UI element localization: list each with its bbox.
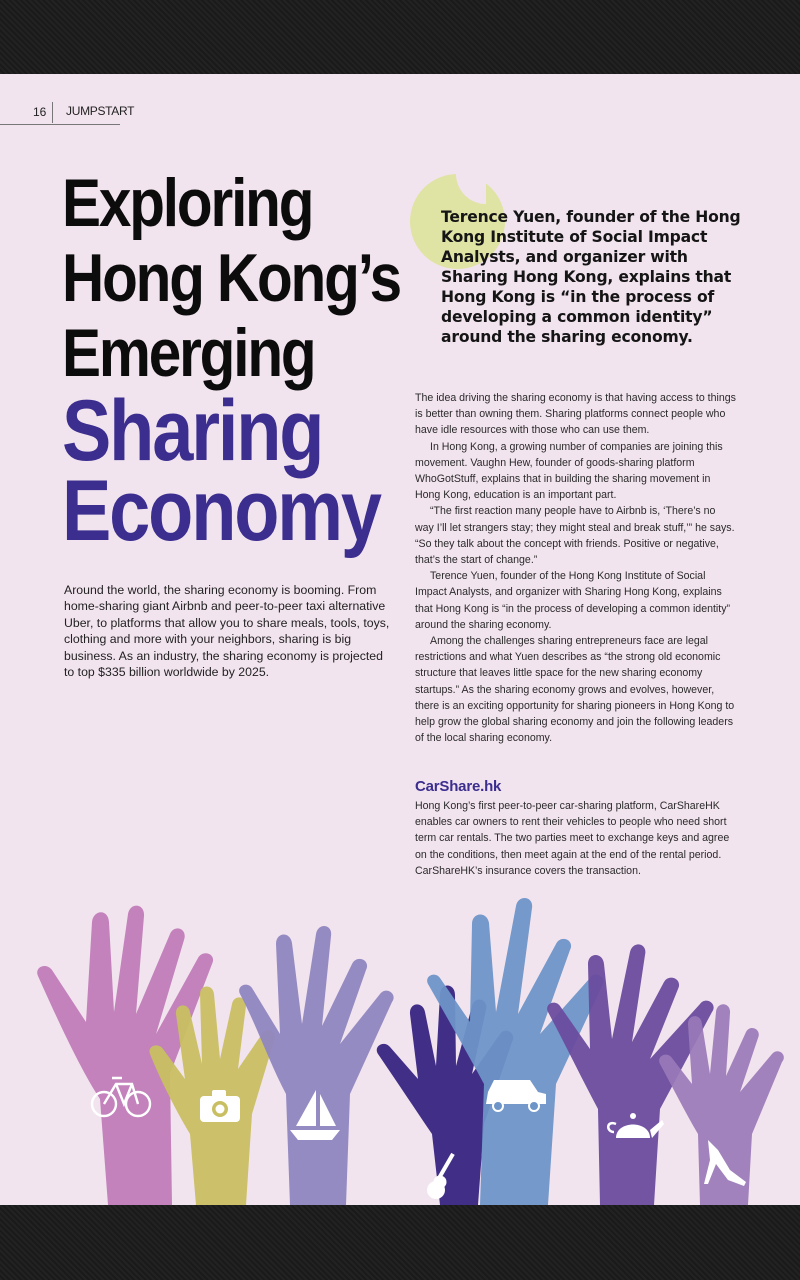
folio-divider [52,102,53,123]
body-paragraph-1: The idea driving the sharing economy is that having access to things is better than owning them. Sharing platforms connect people who have idle resources with those who can use them. [415,392,736,437]
folio [0,98,135,125]
raised-hands-illustration [0,894,800,1205]
title-line-5: Economy [62,463,380,559]
carshare-heading: CarShare.hk [415,778,502,795]
page-number: 16 [33,105,47,119]
title-line-1: Exploring [62,165,313,241]
purple-hand [547,944,713,1205]
page-title [62,165,401,559]
title-line-3: Emerging [62,315,315,391]
carshare-paragraph: Hong Kong’s first peer-to-peer car-sharing platform, CarShareHK enables car owners to rent their vehicles to people who need short term car rentals. The two parties meet to exchange keys and agree on the conditions, then meet again at the end of the rental period. CarShareHK’s insurance covers the transaction. [415,800,730,877]
pull-quote: Terence Yuen, founder of the Hong Kong Institute of Social Impact Analysts, and organizer with Sharing Hong Kong, explains that Hong Kong is “in the process of developing a common identity” around the sharing economy. [441,208,741,346]
title-line-2: Hong Kong’s [62,240,401,316]
top-device-bar [0,0,800,74]
intro-paragraph: Around the world, the sharing economy is booming. From home-sharing giant Airbnb and peer-to-peer taxi alternative Uber, to platforms that allow you to share meals, tools, toys, clothing and more with your neighbors, sharing is big business. As an industry, the sharing economy is projected to top $335 billion worldwide by 2025. [64,583,390,680]
magazine-page [0,74,800,1205]
body-paragraph-4: Terence Yuen, founder of the Hong Kong Institute of Social Impact Analysts, and organizer with Sharing Hong Kong, explains that Hong Kong is “in the process of developing a common identity” around the sharing economy. [415,570,731,631]
body-paragraph-3: “The first reaction many people have to Airbnb is, ‘There’s no way I’ll let strangers stay; they might steal and break stuff,’” he says. “So they talk about the concept with friends. Positive or negative, that’s the start of change.” [415,505,735,567]
body-paragraph-5: Among the challenges sharing entrepreneurs face are legal restrictions and what Yuen describes as “the strong old economic structure that leaves little space for the new sharing economy startups.” As the sharing economy grows and evolves, however, there is an exciting opportunity for sharing pioneers in Hong Kong to help grow the global sharing economy and join the following leaders of the local sharing economy. [415,635,735,745]
section-label: JUMPSTART [66,104,135,118]
body-paragraph-2: In Hong Kong, a growing number of companies are joining this movement. Vaughn Hew, founder of goods-sharing platform WhoGotStuff, explains that in building the sharing movement in Hong Kong, education is an important part. [415,440,723,502]
title-line-4: Sharing [62,383,323,479]
body-text [415,390,737,746]
bottom-device-bar [0,1205,800,1280]
